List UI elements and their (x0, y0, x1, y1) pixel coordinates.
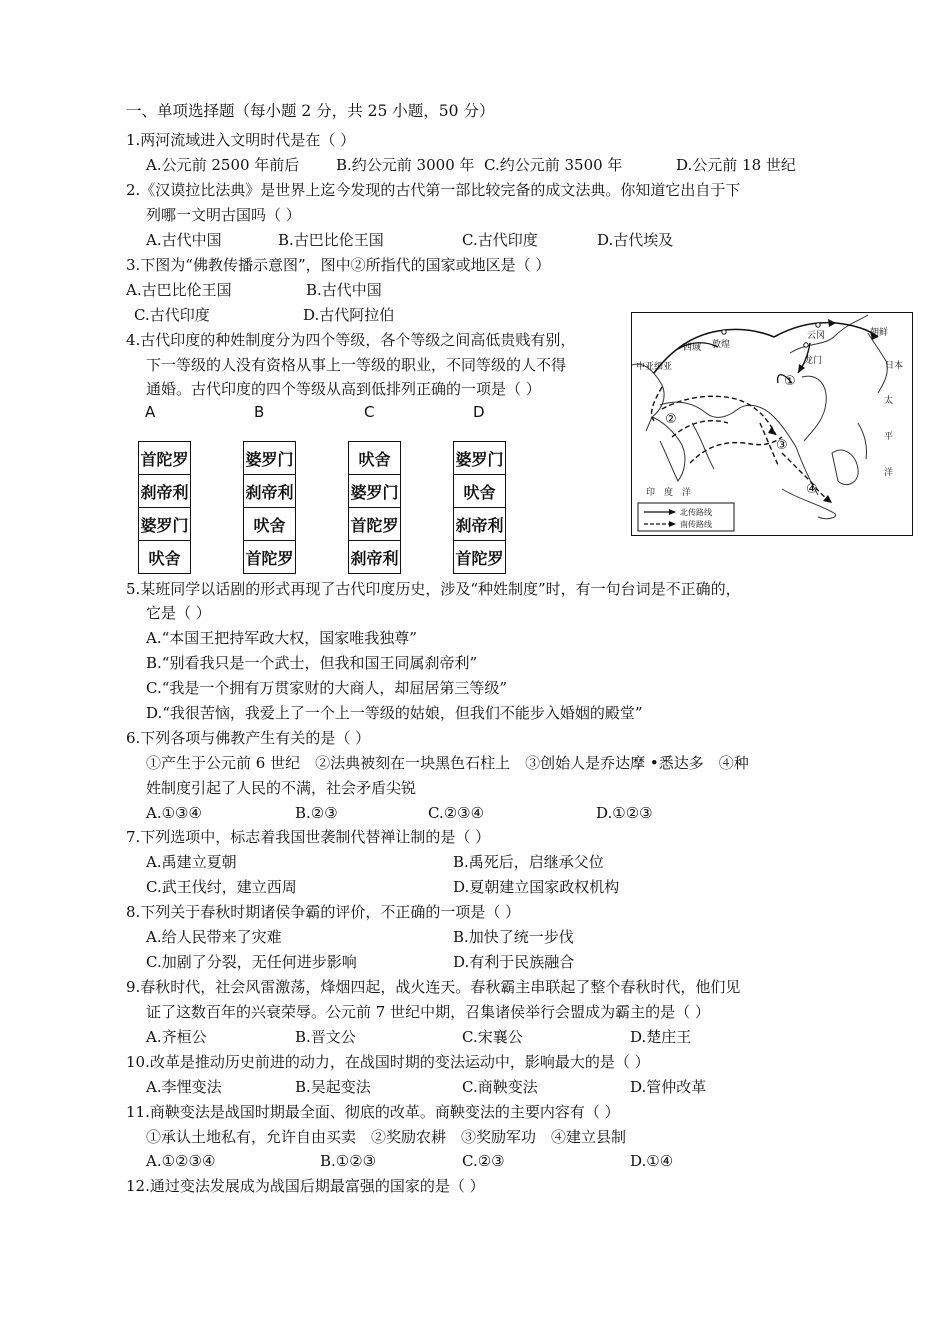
question-7-option-b: B.禹死后，启继承父位 (453, 853, 604, 871)
question-11-option-b: B.①②③ (320, 1152, 377, 1170)
legend-north-route: 北传路线 (680, 508, 712, 517)
buddhism-spread-map (631, 312, 913, 536)
legend-south-route: 南传路线 (680, 520, 712, 529)
question-3-stem: 3.下图为“佛教传播示意图”，图中②所指代的国家或地区是（ ） (126, 256, 551, 274)
caste-option-label-d: D (473, 403, 485, 421)
caste-box-c (348, 441, 401, 574)
map-marker-3: ③ (776, 438, 788, 453)
question-5-option-b: B.“别看我只是一个武士，但我和国王同属刹帝利” (146, 654, 478, 672)
question-6-statements-line2: 姓制度引起了人民的不满，社会矛盾尖锐 (146, 779, 417, 797)
caste-option-label-c: C (364, 403, 375, 421)
map-marker-2: ② (665, 412, 677, 427)
caste-cell: 刹帝利 (454, 508, 505, 541)
question-7-stem: 7.下列选项中，标志着我国世袭制代替禅让制的是（ ） (126, 828, 491, 846)
map-label-zhongya: 中亚细亚 (636, 362, 673, 372)
question-4-stem-line3: 通婚。古代印度的四个等级从高到低排列正确的一项是（ ） (146, 380, 541, 398)
question-10-option-d: D.管仲改革 (630, 1078, 707, 1096)
question-6-option-c: C.②③④ (428, 804, 485, 822)
map-label-ping: 平 (884, 432, 894, 442)
caste-cell: 刹帝利 (350, 548, 399, 568)
map-marker-1: ① (784, 374, 796, 389)
question-7-option-d: D.夏朝建立国家政权机构 (453, 878, 620, 896)
question-5-stem-line1: 5.某班同学以话剧的形式再现了古代印度历史，涉及“种姓制度”时，有一句台词是不正确的， (126, 580, 741, 598)
caste-cell: 婆罗门 (139, 508, 190, 541)
map-label-indian-ocean: 印 度 洋 (646, 488, 692, 498)
map-label-yang: 洋 (884, 468, 894, 478)
question-6-stem: 6.下列各项与佛教产生有关的是（ ） (126, 729, 371, 747)
question-6-option-b: B.②③ (295, 804, 338, 822)
caste-cell: 婆罗门 (349, 475, 400, 508)
question-10-option-c: C.商鞅变法 (462, 1078, 538, 1096)
section-title: 一、单项选择题（每小题 2 分，共 25 小题，50 分） (126, 102, 495, 120)
question-1-stem: 1.两河流域进入文明时代是在（ ） (126, 131, 356, 149)
caste-cell: 吠舍 (148, 548, 181, 568)
question-11-option-a: A.①②③④ (146, 1152, 216, 1170)
question-10-option-b: B.吴起变法 (295, 1078, 371, 1096)
caste-box-a (138, 441, 191, 574)
question-3-option-a: A.古巴比伦王国 (126, 281, 232, 299)
question-2-stem-line1: 2.《汉谟拉比法典》是世界上迄今发现的古代第一部比较完备的成文法典。你知道它出自于下 (126, 181, 741, 199)
map-label-tai: 太 (884, 396, 894, 406)
question-2-option-c: C.古代印度 (462, 231, 538, 249)
question-8-stem: 8.下列关于春秋时期诸侯争霸的评价，不正确的一项是（ ） (126, 903, 521, 921)
caste-cell: 首陀罗 (245, 548, 294, 568)
question-9-option-d: D.楚庄王 (630, 1028, 692, 1046)
map-label-longmen: 龙门 (804, 356, 823, 366)
caste-cell: 首陀罗 (349, 508, 400, 541)
question-10-stem: 10.改革是推动历史前进的动力，在战国时期的变法运动中，影响最大的是（ ） (126, 1053, 650, 1071)
question-4-stem-line1: 4.古代印度的种姓制度分为四个等级，各个等级之间高低贵贱有别， (126, 331, 576, 349)
question-3-option-c: C.古代印度 (134, 306, 210, 324)
question-11-stem: 11.商鞅变法是战国时期最全面、彻底的改革。商鞅变法的主要内容有（ ） (126, 1103, 620, 1121)
caste-cell: 刹帝利 (244, 475, 295, 508)
question-1-option-b: B.约公元前 3000 年 (336, 156, 475, 174)
map-label-riben: 日本 (885, 361, 904, 371)
caste-cell: 吠舍 (349, 442, 400, 475)
caste-cell: 吠舍 (454, 475, 505, 508)
question-9-option-b: B.晋文公 (295, 1028, 356, 1046)
map-legend (638, 503, 734, 531)
question-5-option-c: C.“我是一个拥有万贯家财的大商人，却屈居第三等级” (146, 679, 508, 697)
question-2-stem-line2: 列哪一文明古国吗（ ） (146, 206, 301, 224)
question-9-stem-line2: 证了这数百年的兴衰荣辱。公元前 7 世纪中期，召集诸侯举行会盟成为霸主的是（ ） (146, 1003, 710, 1021)
question-7-option-c: C.武王伐纣，建立西周 (146, 878, 297, 896)
caste-cell: 婆罗门 (244, 442, 295, 475)
question-9-stem-line1: 9.春秋时代，社会风雷激荡，烽烟四起，战火连天。春秋霸主串联起了整个春秋时代，他们见 (126, 978, 741, 996)
question-3-option-b: B.古代中国 (306, 281, 382, 299)
question-11-option-c: C.②③ (462, 1152, 505, 1170)
question-10-option-a: A.李悝变法 (146, 1078, 222, 1096)
map-marker-4: ④ (806, 482, 818, 497)
map-label-yungang: 云冈 (807, 331, 826, 341)
question-1-option-d: D.公元前 18 世纪 (676, 156, 796, 174)
question-11-option-d: D.①④ (630, 1152, 674, 1170)
map-label-dunhuang: 敦煌 (712, 340, 731, 350)
caste-box-d (453, 441, 506, 574)
question-12-stem: 12.通过变法发展成为战国后期最富强的国家的是（ ） (126, 1177, 485, 1195)
question-2-option-b: B.古巴比伦王国 (278, 231, 384, 249)
question-11-statements: ①承认土地私有，允许自由买卖 ②奖励农耕 ③奖励军功 ④建立县制 (146, 1128, 627, 1146)
question-8-option-d: D.有利于民族融合 (453, 953, 575, 971)
question-8-option-a: A.给人民带来了灾难 (146, 928, 282, 946)
caste-cell: 婆罗门 (454, 442, 505, 475)
map-label-xiyu: 西域 (683, 343, 702, 353)
question-2-option-a: A.古代中国 (146, 231, 222, 249)
question-2-option-d: D.古代埃及 (597, 231, 674, 249)
question-3-option-d: D.古代阿拉伯 (303, 306, 395, 324)
question-9-option-c: C.宋襄公 (462, 1028, 523, 1046)
question-4-stem-line2: 下一等级的人没有资格从事上一等级的职业，不同等级的人不得 (146, 356, 567, 374)
question-1-option-c: C.约公元前 3500 年 (484, 156, 623, 174)
question-8-option-c: C.加剧了分裂，无任何进步影响 (146, 953, 357, 971)
caste-cell: 首陀罗 (455, 548, 504, 568)
caste-box-b (243, 441, 296, 574)
caste-option-label-a: A (145, 403, 156, 421)
question-5-option-a: A.“本国王把持军政大权，国家唯我独尊” (146, 629, 417, 647)
map-label-chaoxian: 朝鲜 (870, 328, 889, 338)
question-1-option-a: A.公元前 2500 年前后 (146, 156, 300, 174)
question-9-option-a: A.齐桓公 (146, 1028, 207, 1046)
caste-cell: 首陀罗 (139, 442, 190, 475)
question-8-option-b: B.加快了统一步伐 (453, 928, 574, 946)
question-7-option-a: A.禹建立夏朝 (146, 853, 237, 871)
question-5-option-d: D.“我很苦恼，我爱上了一个上一等级的姑娘，但我们不能步入婚姻的殿堂” (146, 704, 643, 722)
caste-option-label-b: B (254, 403, 265, 421)
question-6-option-d: D.①②③ (596, 804, 653, 822)
question-5-stem-line2: 它是（ ） (146, 604, 211, 622)
question-6-option-a: A.①③④ (146, 804, 202, 822)
caste-cell: 吠舍 (244, 508, 295, 541)
caste-cell: 刹帝利 (139, 475, 190, 508)
question-6-statements-line1: ①产生于公元前 6 世纪 ②法典被刻在一块黑色石柱上 ③创始人是乔达摩 •悉达多 ④种 (146, 754, 749, 772)
